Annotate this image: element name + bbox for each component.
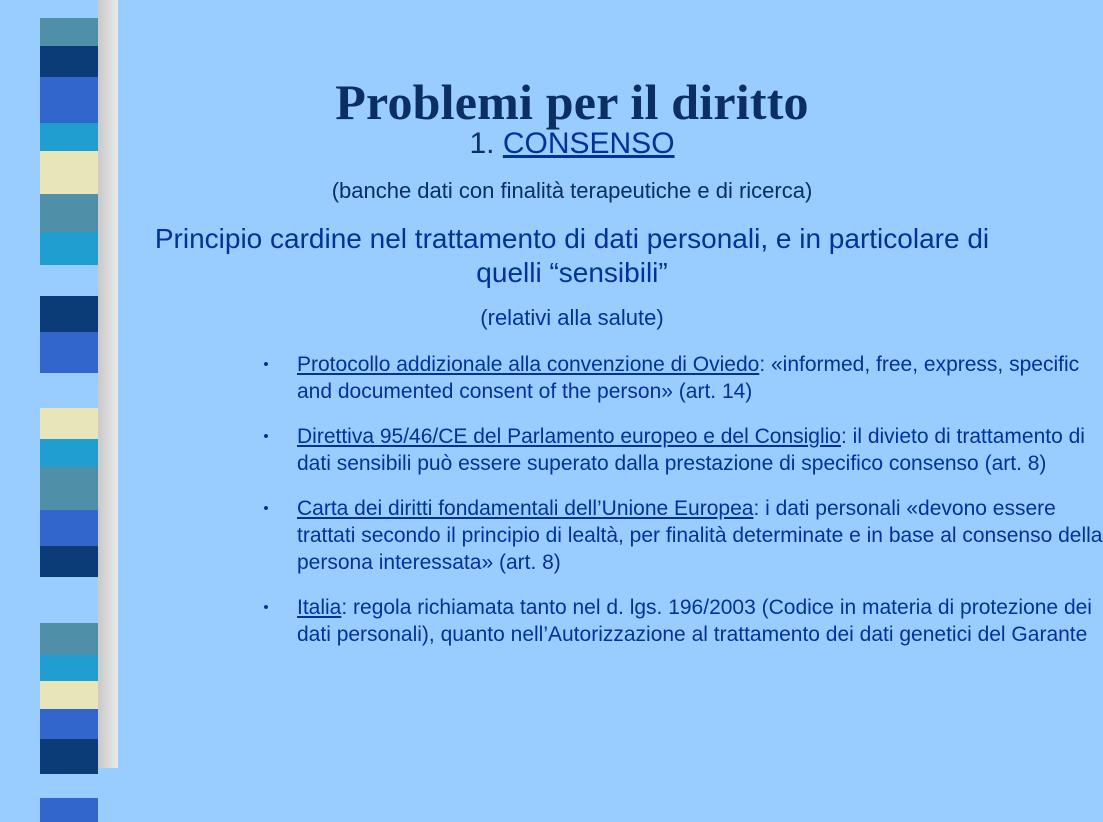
section-number: 1. (469, 127, 495, 160)
decorative-stripe (40, 296, 98, 332)
decorative-stripe (40, 774, 98, 798)
decorative-stripe (40, 18, 98, 46)
list-item (257, 594, 1103, 648)
charter-text: : i dati personali «devono essere trattati secondo il principio di lealtà, per finalità determinate e in base al consenso della persona interessata» (art. 8) (297, 497, 1103, 574)
decorative-stripe (40, 408, 98, 439)
consent-link[interactable]: CONSENSO (502, 127, 675, 160)
oviedo-protocol-link[interactable]: Protocollo addizionale alla convenzione di Oviedo (297, 353, 760, 376)
list-item (257, 423, 1103, 477)
bullet-icon: • (263, 428, 269, 445)
slide-content (120, 0, 1103, 768)
decorative-stripe (40, 77, 98, 123)
decorative-stripe (40, 546, 98, 577)
principle-statement: Principio cardine nel trattamento di dati personali, e in particolare di quelli “sensibili” (154, 223, 990, 288)
decorative-stripe (40, 467, 98, 510)
decorative-stripe (40, 510, 98, 546)
stripe-shadow (98, 0, 118, 768)
decorative-stripe (40, 332, 98, 373)
decorative-stripe (40, 373, 98, 408)
oviedo-protocol-text: : «informed, free, express, specific and documented consent of the person» (art. 14) (297, 353, 1080, 403)
decorative-stripe (40, 123, 98, 151)
decorative-stripe (40, 798, 98, 822)
list-item (257, 351, 1103, 405)
bullet-icon: • (263, 500, 269, 517)
decorative-stripe (40, 151, 98, 194)
decorative-stripe (40, 439, 98, 467)
section-heading (120, 124, 1024, 164)
decorative-stripe (40, 232, 98, 265)
decorative-stripe (40, 46, 98, 77)
stripe-column (40, 0, 98, 768)
left-decorative-panel (0, 0, 120, 768)
page-title: Problemi per il diritto (335, 73, 809, 130)
decorative-stripe (40, 0, 98, 18)
bullet-icon: • (263, 599, 269, 616)
decorative-stripe (40, 681, 98, 709)
eu-directive-link[interactable]: Direttiva 95/46/CE del Parlamento europeo e del Consiglio (297, 425, 841, 448)
list-item-text (297, 495, 1103, 576)
decorative-stripe (40, 623, 98, 655)
bullet-icon: • (263, 356, 269, 373)
charter-link[interactable]: Carta dei diritti fondamentali dell’Unione Europea (297, 497, 754, 520)
list-item (257, 495, 1103, 576)
list-item-text (297, 594, 1103, 648)
principle-note: (relativi alla salute) (480, 305, 664, 330)
list-item-text (297, 351, 1103, 405)
decorative-stripe (40, 194, 98, 232)
italy-text: : regola richiamata tanto nel d. lgs. 196/2003 (Codice in materia di protezione dei dati personali), quanto nell’Autorizzazione al trattamento dei dati genetici del Garante (297, 596, 1092, 646)
decorative-stripe (40, 739, 98, 774)
decorative-stripe (40, 709, 98, 739)
section-subtitle: (banche dati con finalità terapeutiche e di ricerca) (331, 178, 813, 203)
italy-link[interactable]: Italia (297, 596, 342, 619)
decorative-stripe (40, 577, 98, 623)
legal-sources-list (257, 351, 1103, 666)
decorative-stripe (40, 265, 98, 296)
list-item-text (297, 423, 1103, 477)
eu-directive-text: : il divieto di trattamento di dati sensibili può essere superato dalla prestazione di specifico consenso (art. 8) (297, 425, 1085, 475)
decorative-stripe (40, 655, 98, 681)
